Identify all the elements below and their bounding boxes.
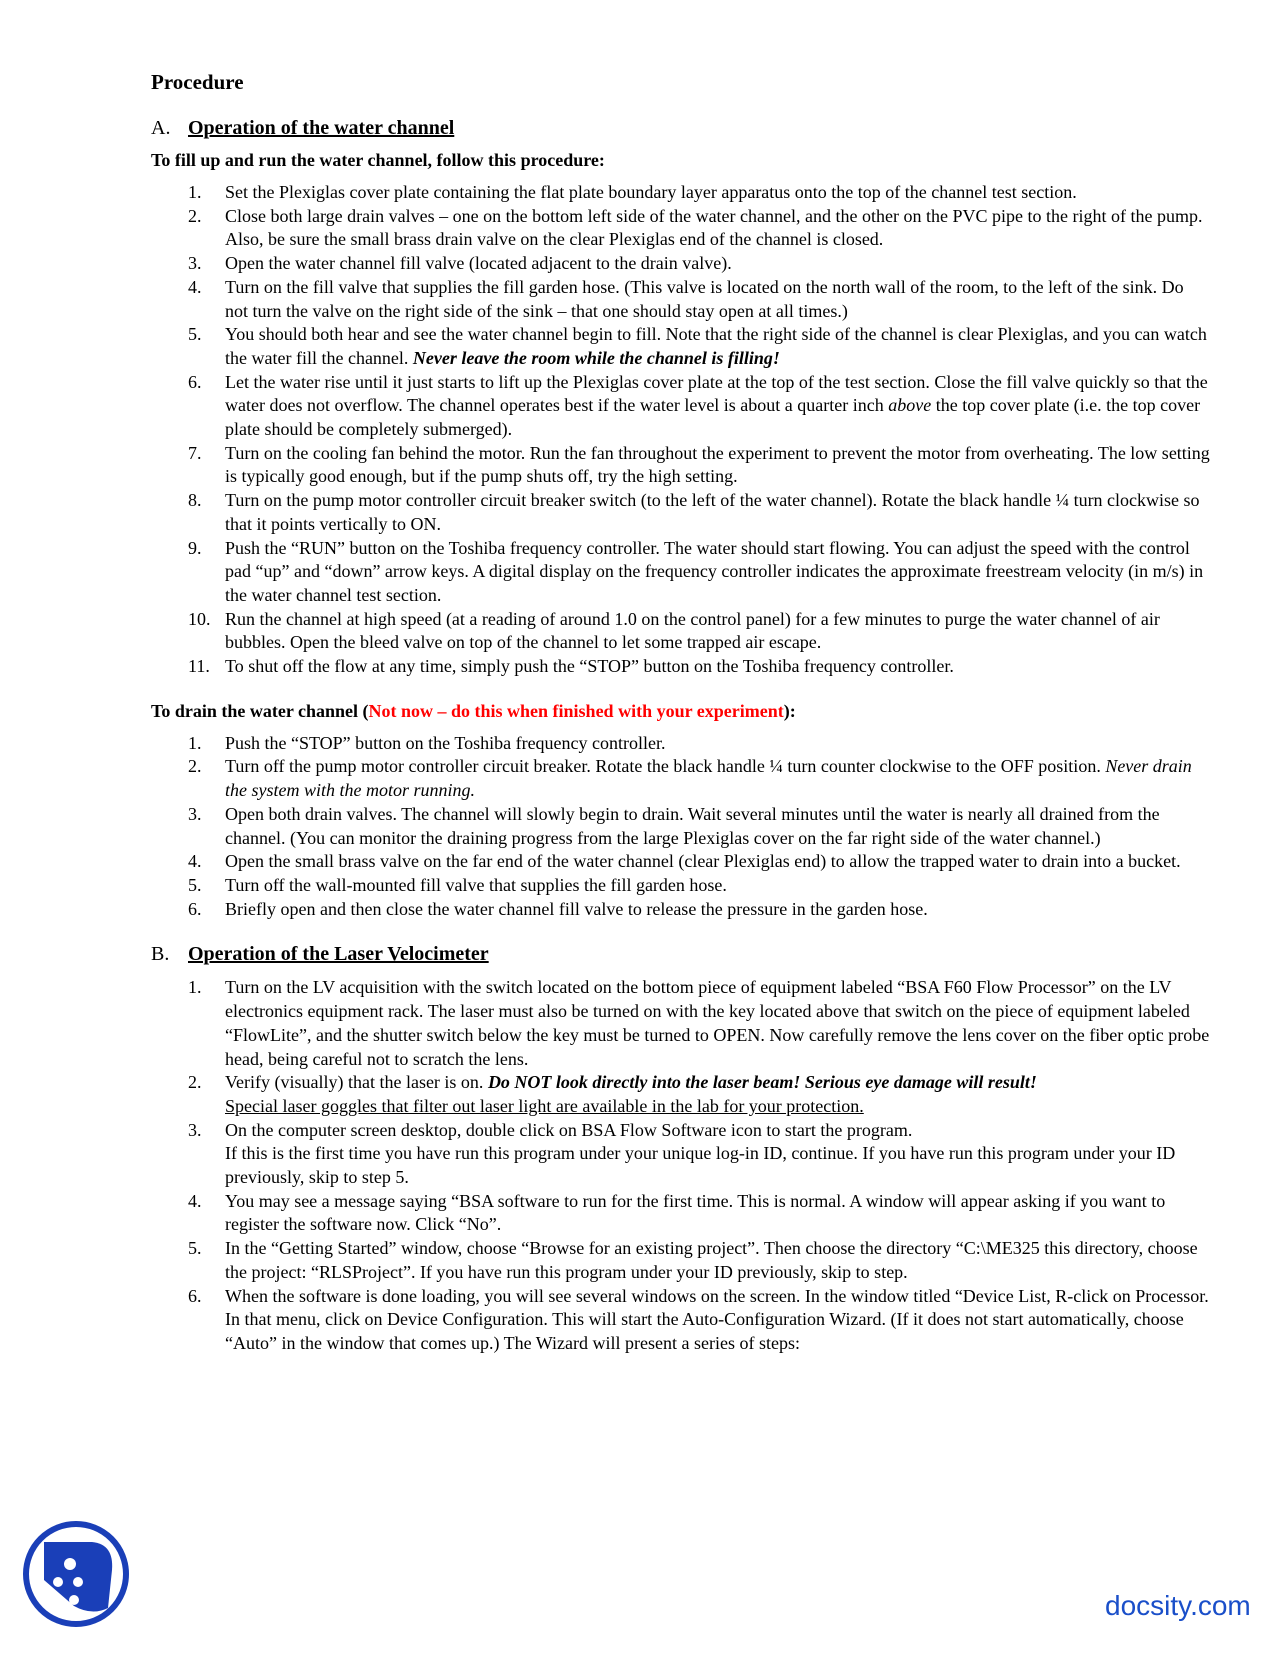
list-item bbox=[151, 1071, 1211, 1118]
step-body: Open the small brass valve on the far end of the water channel (clear Plexiglas end) to allow the trapped water to drain into a bucket. bbox=[225, 851, 1181, 872]
list-item bbox=[151, 205, 1211, 252]
step-number: 5. bbox=[188, 324, 202, 345]
list-item bbox=[151, 323, 1211, 370]
step-text bbox=[225, 205, 1211, 252]
fill-steps-list bbox=[151, 181, 1211, 679]
document-page bbox=[151, 70, 1211, 1378]
step-body: You should both hear and see the water channel begin to fill. Note that the right side of the channel is clear Plexiglas, and you can watch the water fill the channel. bbox=[225, 324, 1207, 368]
list-item bbox=[151, 252, 1211, 276]
drain-procedure-heading bbox=[151, 701, 1211, 722]
step-number: 4. bbox=[188, 1190, 202, 1211]
list-item bbox=[151, 850, 1211, 874]
section-b-heading bbox=[151, 943, 1211, 966]
step-body: Turn off the pump motor controller circuit breaker. Rotate the black handle ¼ turn counter clockwise to the OFF position. bbox=[225, 756, 1106, 777]
drain-warning-text: Not now – do this when finished with your experiment bbox=[368, 700, 784, 721]
step-text bbox=[225, 371, 1211, 442]
docsity-logo-icon[interactable] bbox=[22, 1520, 130, 1628]
step-body: Push the “RUN” button on the Toshiba frequency controller. The water should start flowing. You can adjust the speed with the control pad “up” and “down” arrow keys. A digital display on the frequency controller indicates the approximate freestream velocity (in m/s) in the water channel test section. bbox=[225, 537, 1204, 605]
step-tail: the top cover plate (i.e. the top cover plate should be completely submerged). bbox=[225, 395, 1201, 440]
laser-steps-list bbox=[151, 976, 1211, 1355]
step-number: 2. bbox=[188, 205, 202, 226]
list-item bbox=[151, 489, 1211, 536]
step-number: 2. bbox=[188, 756, 202, 777]
list-item bbox=[151, 608, 1211, 655]
step-number: 1. bbox=[188, 977, 202, 998]
step-number: 4. bbox=[188, 276, 202, 297]
step-number: 3. bbox=[188, 803, 202, 824]
step-body: When the software is done loading, you will see several windows on the screen. In the window titled “Device List, R-click on Processor. In that menu, click on Device Configuration. This will start the Auto-Configuration Wizard. (If it does not start automatically, choose “Auto” in the window that comes up.) The Wizard will present a series of steps: bbox=[225, 1285, 1209, 1353]
fill-procedure-heading: To fill up and run the water channel, follow this procedure: bbox=[151, 150, 605, 170]
step-text bbox=[225, 874, 1211, 898]
step-body: Briefly open and then close the water channel fill valve to release the pressure in the garden hose. bbox=[225, 898, 928, 919]
step-number: 7. bbox=[188, 442, 202, 463]
section-a-letter: A. bbox=[151, 117, 171, 139]
list-item bbox=[151, 655, 1211, 679]
section-b-title: Operation of the Laser Velocimeter bbox=[188, 943, 489, 966]
step-text bbox=[225, 898, 1211, 922]
step-text bbox=[225, 976, 1211, 1071]
list-item bbox=[151, 755, 1211, 802]
step-line-2: If this is the first time you have run this program under your unique log-in ID, continue. If you have run this program under your ID previously, skip to step 5. bbox=[225, 1143, 1176, 1188]
page-title: Procedure bbox=[151, 70, 244, 94]
step-text bbox=[225, 1119, 1211, 1190]
step-body: Turn on the cooling fan behind the motor. Run the fan throughout the experiment to prevent the motor from overheating. The low setting is typically good enough, but if the pump shuts off, try the high setting. bbox=[225, 442, 1210, 487]
step-body: Open the water channel fill valve (located adjacent to the drain valve). bbox=[225, 253, 732, 274]
step-number: 6. bbox=[188, 371, 202, 392]
step-body: In the “Getting Started” window, choose “Browse for an existing project”. Then choose the directory “C:\ME325 this directory, choose the project: “RLSProject”. If you have run this program under your ID previously, skip to step. bbox=[225, 1238, 1198, 1282]
step-number: 1. bbox=[188, 182, 202, 202]
step-text bbox=[225, 755, 1211, 802]
step-italic: above bbox=[888, 395, 932, 416]
step-text bbox=[225, 803, 1211, 850]
step-body: Run the channel at high speed (at a reading of around 1.0 on the control panel) for a few minutes to purge the water channel of air bubbles. Open the bleed valve on top of the channel to let some trapped air escape. bbox=[225, 608, 1160, 653]
step-body: Turn on the LV acquisition with the switch located on the bottom piece of equipment labeled “BSA F60 Flow Processor” on the LV electronics equipment rack. The laser must also be turned on with the key located above that switch on the piece of equipment labeled “FlowLite”, and the shutter switch below the key must be turned to OPEN. Now carefully remove the lens cover on the fiber optic probe head, being careful not to scratch the lens. bbox=[225, 977, 1210, 1069]
step-emphasis: Never leave the room while the channel is filling! bbox=[412, 347, 780, 368]
step-body: You may see a message saying “BSA software to run for the first time. This is normal. A window will appear asking if you want to register the software now. Click “No”. bbox=[225, 1190, 1166, 1235]
list-item bbox=[151, 442, 1211, 489]
step-text bbox=[225, 489, 1211, 536]
section-a-heading bbox=[151, 117, 1211, 140]
step-text bbox=[225, 608, 1211, 655]
list-item bbox=[151, 874, 1211, 898]
step-body: Close both large drain valves – one on the bottom left side of the water channel, and the other on the PVC pipe to the right of the pump. Also, be sure the small brass drain valve on the clear Plexiglas end of the channel is closed. bbox=[225, 205, 1203, 250]
list-item bbox=[151, 976, 1211, 1071]
list-item bbox=[151, 181, 1211, 205]
list-item bbox=[151, 898, 1211, 922]
step-emphasis: Do NOT look directly into the laser beam! Serious eye damage will result! bbox=[487, 1072, 1037, 1093]
list-item bbox=[151, 1237, 1211, 1284]
step-number: 3. bbox=[188, 253, 202, 274]
step-text bbox=[225, 1071, 1211, 1118]
list-item bbox=[151, 1285, 1211, 1356]
step-number: 6. bbox=[188, 898, 202, 919]
step-text bbox=[225, 850, 1211, 874]
docsity-brand-link[interactable]: docsity.com bbox=[1105, 1590, 1251, 1621]
step-number: 11. bbox=[188, 656, 210, 677]
step-body: Verify (visually) that the laser is on. bbox=[225, 1072, 488, 1093]
list-item bbox=[151, 732, 1211, 756]
step-italic: Never drain the system with the motor running. bbox=[225, 756, 1192, 801]
step-body: Turn off the wall-mounted fill valve that supplies the fill garden hose. bbox=[225, 874, 727, 895]
step-body: Open both drain valves. The channel will slowly begin to drain. Wait several minutes until the water is nearly all drained from the channel. (You can monitor the draining progress from the large Plexiglas cover on the far right side of the water channel.) bbox=[225, 803, 1160, 848]
list-item bbox=[151, 1190, 1211, 1237]
section-b-letter: B. bbox=[151, 943, 170, 966]
step-text bbox=[225, 252, 1211, 276]
step-number: 8. bbox=[188, 490, 202, 511]
step-text bbox=[225, 732, 1211, 756]
list-item bbox=[151, 371, 1211, 442]
step-text bbox=[225, 655, 1211, 679]
step-text bbox=[225, 1190, 1211, 1237]
step-body: Turn on the fill valve that supplies the fill garden hose. (This valve is located on the north wall of the room, to the left of the sink. Do not turn the valve on the right side of the sink – that one should stay open at all times.) bbox=[225, 276, 1184, 321]
section-a-title: Operation of the water channel bbox=[188, 117, 455, 139]
list-item bbox=[151, 1119, 1211, 1190]
step-text bbox=[225, 537, 1211, 608]
drain-steps-list bbox=[151, 732, 1211, 922]
list-item bbox=[151, 276, 1211, 323]
step-body: On the computer screen desktop, double click on BSA Flow Software icon to start the program. bbox=[225, 1119, 913, 1140]
drain-heading-close: ): bbox=[783, 700, 796, 721]
step-text bbox=[225, 323, 1211, 370]
step-underlined: Special laser goggles that filter out laser light are available in the lab for your protection. bbox=[225, 1095, 864, 1116]
step-text bbox=[225, 442, 1211, 489]
step-body: Turn on the pump motor controller circuit breaker switch (to the left of the water channel). Rotate the black handle ¼ turn clockwise so that it points vertically to ON. bbox=[225, 490, 1200, 534]
drain-heading-text: To drain the water channel ( bbox=[151, 700, 369, 721]
step-body: Let the water rise until it just starts to lift up the Plexiglas cover plate at the top of the test section. Close the fill valve quickly so that the water does not overflow. The channel operates best if the water level is about a quarter inch bbox=[225, 371, 1208, 416]
step-body: Push the “STOP” button on the Toshiba frequency controller. bbox=[225, 732, 666, 753]
step-number: 2. bbox=[188, 1072, 202, 1093]
list-item bbox=[151, 803, 1211, 850]
step-number: 10. bbox=[188, 608, 211, 629]
step-text bbox=[225, 276, 1211, 323]
step-number: 5. bbox=[188, 1238, 202, 1259]
step-text bbox=[225, 181, 1211, 205]
step-number: 5. bbox=[188, 874, 202, 895]
step-body: Set the Plexiglas cover plate containing the flat plate boundary layer apparatus onto the top of the channel test section. bbox=[225, 182, 1077, 202]
list-item bbox=[151, 537, 1211, 608]
step-number: 4. bbox=[188, 851, 202, 872]
step-text bbox=[225, 1237, 1211, 1284]
step-text bbox=[225, 1285, 1211, 1356]
step-number: 1. bbox=[188, 732, 202, 753]
step-number: 3. bbox=[188, 1119, 202, 1140]
step-number: 6. bbox=[188, 1285, 202, 1306]
step-body: To shut off the flow at any time, simply push the “STOP” button on the Toshiba frequency controller. bbox=[225, 656, 954, 677]
step-number: 9. bbox=[188, 537, 202, 558]
